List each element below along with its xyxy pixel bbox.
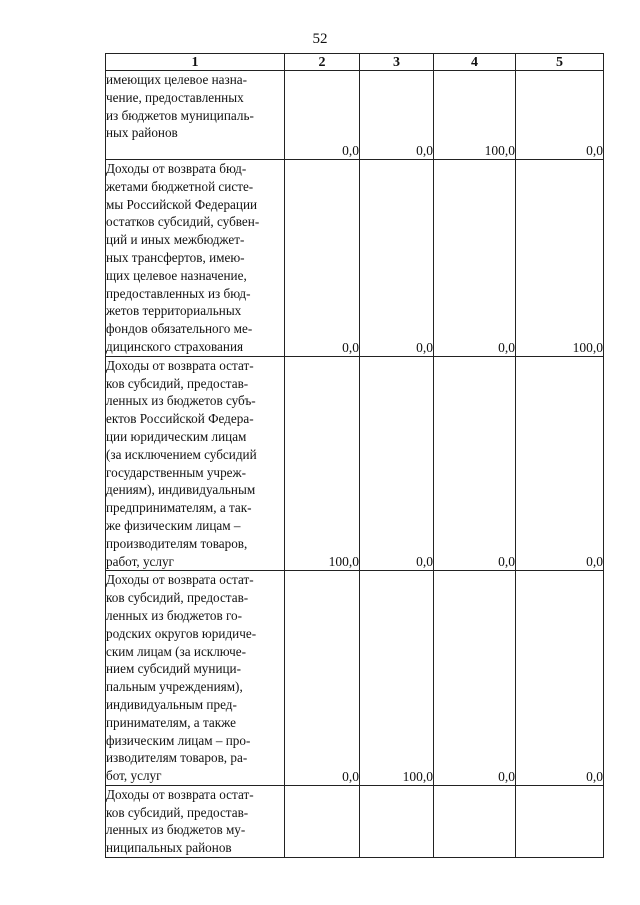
- column-header-1: 1: [106, 54, 285, 71]
- row-description: [106, 571, 285, 786]
- value-cell: 0,0: [434, 160, 516, 357]
- value-cell: 0,0: [360, 160, 434, 357]
- description-line: дениям), индивидуальным: [106, 482, 256, 498]
- description-line: ций и иных межбюджет-: [106, 232, 245, 248]
- value-cell: 0,0: [516, 356, 604, 571]
- description-line: принимателям, а также: [106, 714, 236, 730]
- column-header-5: 5: [516, 54, 604, 71]
- table-row: [106, 785, 604, 857]
- description-line: предпринимателям, а так-: [106, 500, 252, 516]
- description-line: ленных из бюджетов го-: [106, 607, 243, 623]
- description-line: родских округов юридиче-: [106, 625, 257, 641]
- description-line: бот, услуг: [106, 768, 162, 784]
- budget-table: [105, 53, 604, 858]
- description-line: производителям товаров,: [106, 535, 248, 551]
- value-cell: 0,0: [285, 71, 360, 160]
- row-description: [106, 160, 285, 357]
- description-line: ским лицам (за исключе-: [106, 643, 247, 659]
- description-line: жетов территориальных: [106, 303, 242, 319]
- value-cell: 0,0: [516, 71, 604, 160]
- description-line: Доходы от возврата остат-: [106, 786, 254, 802]
- page-number: 52: [312, 31, 328, 47]
- description-line: ков субсидий, предостав-: [106, 590, 249, 606]
- table-row: [106, 160, 604, 357]
- row-description: [106, 356, 285, 571]
- description-line: предоставленных из бюд-: [106, 285, 251, 301]
- description-line: остатков субсидий, субвен-: [106, 214, 260, 230]
- description-line: (за исключением субсидий: [106, 446, 257, 462]
- description-line: имеющих целевое назна-: [106, 72, 248, 87]
- description-line: государственным учреж-: [106, 464, 247, 480]
- description-line: ции юридическим лицам: [106, 428, 247, 444]
- description-line: мы Российской Федерации: [106, 196, 258, 212]
- description-line: щих целевое назначение,: [106, 267, 247, 283]
- value-cell: [516, 785, 604, 857]
- description-line: ленных из бюджетов субъ-: [106, 393, 256, 409]
- description-line: ков субсидий, предостав-: [106, 375, 249, 391]
- table-row: [106, 356, 604, 571]
- value-cell: 100,0: [434, 71, 516, 160]
- value-cell: 0,0: [285, 571, 360, 786]
- description-line: из бюджетов муниципаль-: [106, 107, 254, 123]
- description-line: Доходы от возврата остат-: [106, 572, 254, 588]
- description-line: же физическим лицам –: [106, 517, 241, 533]
- value-cell: [285, 785, 360, 857]
- description-line: ных трансфертов, имею-: [106, 249, 245, 265]
- value-cell: 0,0: [360, 71, 434, 160]
- description-line: дицинского страхования: [106, 338, 244, 354]
- column-header-2: 2: [285, 54, 360, 71]
- description-line: физическим лицам – про-: [106, 732, 251, 748]
- value-cell: 100,0: [285, 356, 360, 571]
- value-cell: 100,0: [516, 160, 604, 357]
- description-line: изводителям товаров, ра-: [106, 750, 248, 766]
- description-line: жетами бюджетной систе-: [106, 178, 254, 194]
- description-line: чение, предоставленных: [106, 89, 244, 105]
- description-line: пальным учреждениям),: [106, 679, 243, 695]
- row-description: [106, 785, 285, 857]
- description-line: ных районов: [106, 125, 178, 141]
- description-line: Доходы от возврата остат-: [106, 357, 254, 373]
- value-cell: 0,0: [434, 356, 516, 571]
- value-cell: 100,0: [360, 571, 434, 786]
- description-line: ков субсидий, предостав-: [106, 804, 249, 820]
- description-line: ектов Российской Федера-: [106, 411, 254, 427]
- row-description: [106, 71, 285, 160]
- description-line: фондов обязательного ме-: [106, 321, 253, 337]
- header-row: [106, 54, 604, 71]
- description-line: индивидуальным пред-: [106, 696, 237, 712]
- value-cell: 0,0: [285, 160, 360, 357]
- value-cell: 0,0: [360, 356, 434, 571]
- description-line: работ, услуг: [106, 553, 174, 569]
- table-row: [106, 71, 604, 160]
- description-line: Доходы от возврата бюд-: [106, 161, 247, 176]
- value-cell: 0,0: [434, 571, 516, 786]
- description-line: ленных из бюджетов му-: [106, 822, 246, 838]
- column-header-4: 4: [434, 54, 516, 71]
- table-row: [106, 571, 604, 786]
- value-cell: [360, 785, 434, 857]
- value-cell: [434, 785, 516, 857]
- description-line: ниципальных районов: [106, 840, 232, 856]
- description-line: нием субсидий муници-: [106, 661, 242, 677]
- column-header-3: 3: [360, 54, 434, 71]
- value-cell: 0,0: [516, 571, 604, 786]
